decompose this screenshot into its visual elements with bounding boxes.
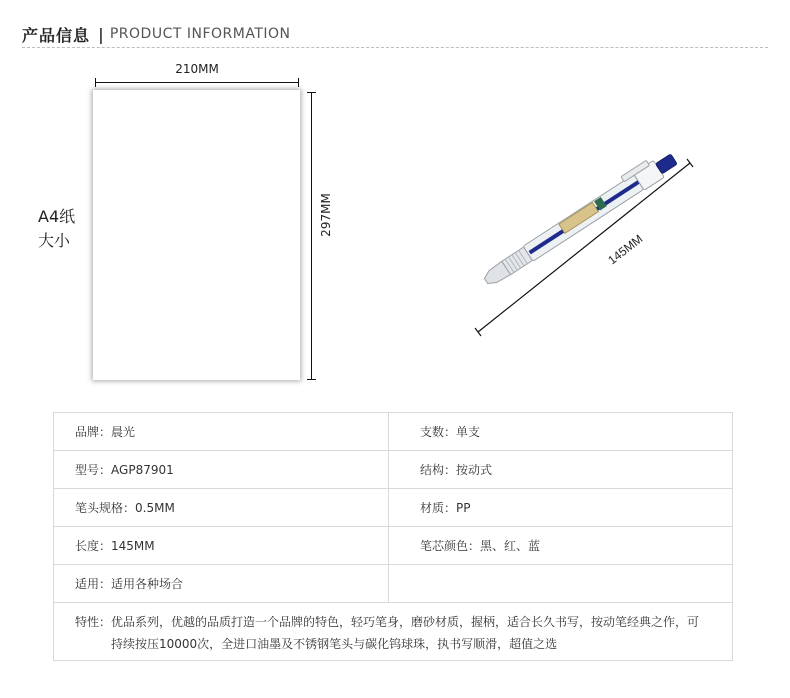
spec-label: 支数 xyxy=(419,425,444,439)
a4-paper-illustration xyxy=(93,90,300,380)
spec-value: 晨光 xyxy=(111,425,136,439)
spec-cell: 适用：适用各种场合 xyxy=(54,565,389,603)
spec-cell: 品牌：晨光 xyxy=(54,413,389,451)
pen-length-label: 145MM xyxy=(605,231,646,268)
pen-body xyxy=(478,147,679,289)
gel-pen-illustration xyxy=(440,120,710,350)
spec-label: 笔头规格 xyxy=(75,501,124,515)
table-row xyxy=(54,413,733,451)
paper-width-label: 210MM xyxy=(175,62,219,76)
spec-label: 结构 xyxy=(419,463,444,477)
pen-length-dimension-line xyxy=(475,159,693,336)
spec-value: 145MM xyxy=(111,539,155,553)
spec-label: 笔芯颜色 xyxy=(419,539,468,553)
section-title-cn: 产品信息 xyxy=(22,25,91,45)
paper-height-dimension-line xyxy=(311,92,312,380)
feature-line1: 特性：优品系列，优越的品质打造一个品牌的特色，轻巧笔身，磨砂材质，握柄，适合长久书写，按动笔经典之作，可 xyxy=(75,614,700,629)
spec-cell: 材质：PP xyxy=(388,489,732,527)
paper-width-dimension-line xyxy=(95,82,299,83)
feature-cell xyxy=(54,603,733,661)
spec-value: 0.5MM xyxy=(135,501,175,515)
table-row xyxy=(54,565,733,603)
feature-text-line2: 持续按压10000次，全进口油墨及不锈钢笔头与碳化钨球珠，执书写顺滑，超值之选 xyxy=(111,636,558,651)
section-header xyxy=(22,22,291,46)
spec-value: AGP87901 xyxy=(111,463,174,477)
a4-size-label xyxy=(38,205,98,253)
title-separator: | xyxy=(98,24,104,44)
spec-cell: 结构：按动式 xyxy=(388,451,732,489)
spec-value: PP xyxy=(455,501,471,515)
spec-table xyxy=(53,412,733,661)
spec-value: 适用各种场合 xyxy=(111,577,184,591)
spec-cell-empty xyxy=(388,565,732,603)
spec-value: 单支 xyxy=(455,425,480,439)
spec-label: 适用 xyxy=(75,577,100,591)
spec-label: 品牌 xyxy=(75,425,100,439)
feature-text-line1: 优品系列，优越的品质打造一个品牌的特色，轻巧笔身，磨砂材质，握柄，适合长久书写，按动笔经典之作，可 xyxy=(111,614,700,629)
a4-size-label-line1: A4纸 xyxy=(38,207,76,226)
header-divider xyxy=(22,47,768,48)
table-row xyxy=(54,489,733,527)
spec-cell: 支数：单支 xyxy=(388,413,732,451)
table-row-feature xyxy=(54,603,733,661)
table-row xyxy=(54,527,733,565)
paper-height-label: 297MM xyxy=(319,193,333,237)
spec-label: 材质 xyxy=(419,501,444,515)
table-row xyxy=(54,451,733,489)
spec-cell: 长度：145MM xyxy=(54,527,389,565)
spec-value: 黑、红、蓝 xyxy=(479,539,540,553)
spec-cell: 型号：AGP87901 xyxy=(54,451,389,489)
spec-value: 按动式 xyxy=(455,463,492,477)
a4-size-label-line2: 大小 xyxy=(38,231,71,250)
spec-cell: 笔芯颜色：黑、红、蓝 xyxy=(388,527,732,565)
spec-label: 型号 xyxy=(75,463,100,477)
section-title-en: PRODUCT INFORMATION xyxy=(109,26,291,42)
spec-cell: 笔头规格：0.5MM xyxy=(54,489,389,527)
spec-label: 特性 xyxy=(75,614,100,629)
spec-label: 长度 xyxy=(75,539,100,553)
